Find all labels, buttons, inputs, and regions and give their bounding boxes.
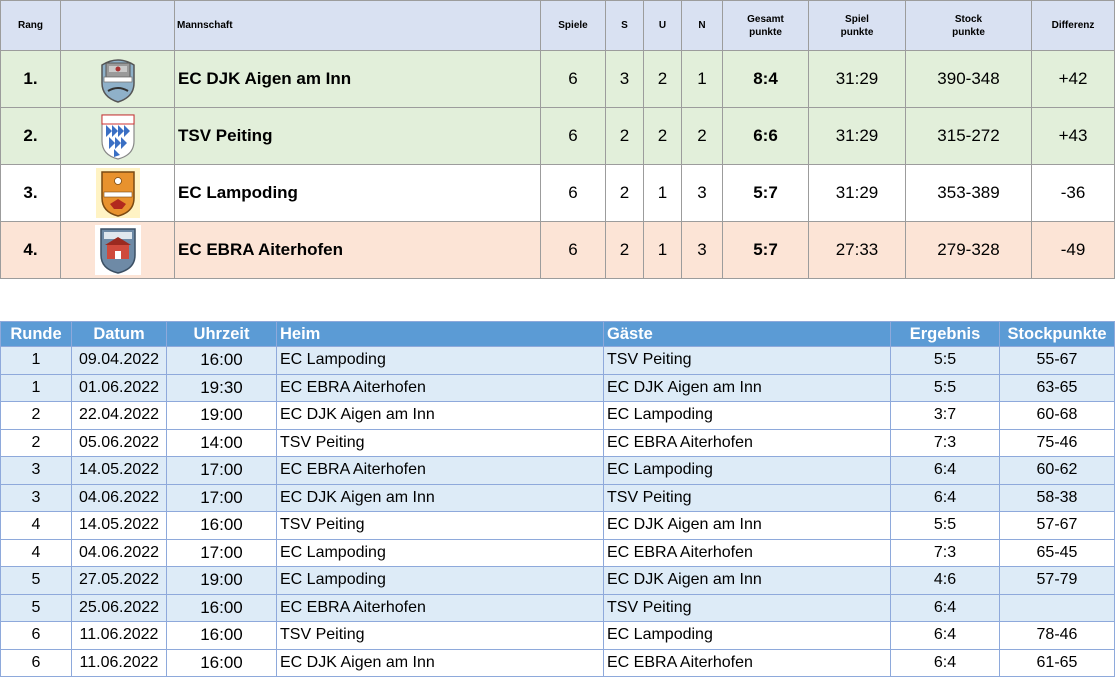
header-guests: Gäste — [604, 322, 891, 347]
losses-cell: 1 — [682, 51, 723, 108]
stock-points-cell: 315-272 — [906, 108, 1032, 165]
stock-points-cell: 60-62 — [1000, 457, 1115, 485]
stock-points-cell: 353-389 — [906, 165, 1032, 222]
result-cell: 4:6 — [891, 567, 1000, 595]
header-home: Heim — [277, 322, 604, 347]
guests-cell: EC Lampoding — [604, 622, 891, 650]
round-cell: 1 — [1, 374, 72, 402]
total-points-cell: 5:7 — [723, 165, 809, 222]
game-points-cell: 31:29 — [809, 108, 906, 165]
home-cell: EC DJK Aigen am Inn — [277, 649, 604, 677]
stock-points-cell: 57-67 — [1000, 512, 1115, 540]
time-cell: 14:00 — [167, 429, 277, 457]
stock-points-cell: 58-38 — [1000, 484, 1115, 512]
header-date: Datum — [72, 322, 167, 347]
time-cell: 16:00 — [167, 649, 277, 677]
date-cell: 04.06.2022 — [72, 539, 167, 567]
date-cell: 14.05.2022 — [72, 457, 167, 485]
draws-cell: 2 — [644, 108, 682, 165]
schedule-row — [1, 484, 1115, 512]
result-cell: 7:3 — [891, 429, 1000, 457]
draws-cell: 1 — [644, 165, 682, 222]
guests-cell: EC EBRA Aiterhofen — [604, 539, 891, 567]
stock-points-cell: 63-65 — [1000, 374, 1115, 402]
schedule-table — [0, 321, 1115, 677]
result-cell: 6:4 — [891, 457, 1000, 485]
date-cell: 05.06.2022 — [72, 429, 167, 457]
schedule-row — [1, 347, 1115, 375]
time-cell: 17:00 — [167, 484, 277, 512]
logo-cell — [61, 222, 175, 279]
schedule-header-row — [1, 322, 1115, 347]
guests-cell: EC DJK Aigen am Inn — [604, 567, 891, 595]
total-points-cell: 5:7 — [723, 222, 809, 279]
date-cell: 14.05.2022 — [72, 512, 167, 540]
standings-row — [1, 51, 1115, 108]
header-stock-points: Stock punkte — [906, 1, 1032, 51]
result-cell: 5:5 — [891, 374, 1000, 402]
time-cell: 19:00 — [167, 567, 277, 595]
stock-points-cell: 61-65 — [1000, 649, 1115, 677]
stock-points-cell: 60-68 — [1000, 402, 1115, 430]
rank-cell: 2. — [1, 108, 61, 165]
time-cell: 16:00 — [167, 622, 277, 650]
date-cell: 25.06.2022 — [72, 594, 167, 622]
home-cell: TSV Peiting — [277, 622, 604, 650]
team-name: TSV Peiting — [175, 108, 541, 165]
stock-points-cell: 78-46 — [1000, 622, 1115, 650]
header-wins: S — [606, 1, 644, 51]
schedule-row — [1, 457, 1115, 485]
draws-cell: 2 — [644, 51, 682, 108]
losses-cell: 3 — [682, 165, 723, 222]
difference-cell: -36 — [1032, 165, 1115, 222]
game-points-cell: 31:29 — [809, 165, 906, 222]
result-cell: 6:4 — [891, 622, 1000, 650]
round-cell: 2 — [1, 429, 72, 457]
logo-cell — [61, 165, 175, 222]
time-cell: 16:00 — [167, 512, 277, 540]
guests-cell: TSV Peiting — [604, 594, 891, 622]
date-cell: 11.06.2022 — [72, 649, 167, 677]
result-cell: 6:4 — [891, 594, 1000, 622]
date-cell: 22.04.2022 — [72, 402, 167, 430]
header-game-points: Spiel punkte — [809, 1, 906, 51]
home-cell: EC DJK Aigen am Inn — [277, 402, 604, 430]
date-cell: 04.06.2022 — [72, 484, 167, 512]
result-cell: 5:5 — [891, 347, 1000, 375]
header-total-points: Gesamt punkte — [723, 1, 809, 51]
result-cell: 6:4 — [891, 484, 1000, 512]
guests-cell: EC Lampoding — [604, 402, 891, 430]
schedule-row — [1, 429, 1115, 457]
draws-cell: 1 — [644, 222, 682, 279]
stock-points-cell: 65-45 — [1000, 539, 1115, 567]
lampoding-crest-icon — [96, 168, 140, 218]
result-cell: 3:7 — [891, 402, 1000, 430]
rank-cell: 1. — [1, 51, 61, 108]
home-cell: EC DJK Aigen am Inn — [277, 484, 604, 512]
wins-cell: 2 — [606, 222, 644, 279]
standings-table — [0, 0, 1115, 279]
time-cell: 17:00 — [167, 457, 277, 485]
round-cell: 3 — [1, 484, 72, 512]
standings-row — [1, 108, 1115, 165]
stock-points-cell — [1000, 594, 1115, 622]
schedule-row — [1, 539, 1115, 567]
round-cell: 6 — [1, 622, 72, 650]
round-cell: 3 — [1, 457, 72, 485]
games-cell: 6 — [541, 108, 606, 165]
guests-cell: EC Lampoding — [604, 457, 891, 485]
game-points-cell: 27:33 — [809, 222, 906, 279]
home-cell: EC Lampoding — [277, 347, 604, 375]
peiting-crest-icon — [98, 111, 138, 161]
logo-cell — [61, 51, 175, 108]
guests-cell: TSV Peiting — [604, 347, 891, 375]
result-cell: 6:4 — [891, 649, 1000, 677]
time-cell: 17:00 — [167, 539, 277, 567]
time-cell: 19:00 — [167, 402, 277, 430]
round-cell: 5 — [1, 567, 72, 595]
standings-row — [1, 222, 1115, 279]
header-round: Runde — [1, 322, 72, 347]
team-name: EC DJK Aigen am Inn — [175, 51, 541, 108]
guests-cell: TSV Peiting — [604, 484, 891, 512]
difference-cell: +43 — [1032, 108, 1115, 165]
total-points-cell: 6:6 — [723, 108, 809, 165]
date-cell: 09.04.2022 — [72, 347, 167, 375]
round-cell: 6 — [1, 649, 72, 677]
guests-cell: EC DJK Aigen am Inn — [604, 512, 891, 540]
losses-cell: 2 — [682, 108, 723, 165]
logo-cell — [61, 108, 175, 165]
date-cell: 11.06.2022 — [72, 622, 167, 650]
home-cell: TSV Peiting — [277, 429, 604, 457]
home-cell: EC Lampoding — [277, 567, 604, 595]
header-rank: Rang — [1, 1, 61, 51]
stock-points-cell: 55-67 — [1000, 347, 1115, 375]
header-difference: Differenz — [1032, 1, 1115, 51]
time-cell: 16:00 — [167, 347, 277, 375]
guests-cell: EC EBRA Aiterhofen — [604, 429, 891, 457]
stock-points-cell: 75-46 — [1000, 429, 1115, 457]
stock-points-cell: 279-328 — [906, 222, 1032, 279]
round-cell: 2 — [1, 402, 72, 430]
wins-cell: 2 — [606, 165, 644, 222]
date-cell: 01.06.2022 — [72, 374, 167, 402]
schedule-row — [1, 567, 1115, 595]
header-games: Spiele — [541, 1, 606, 51]
losses-cell: 3 — [682, 222, 723, 279]
home-cell: TSV Peiting — [277, 512, 604, 540]
team-name: EC EBRA Aiterhofen — [175, 222, 541, 279]
time-cell: 16:00 — [167, 594, 277, 622]
home-cell: EC EBRA Aiterhofen — [277, 457, 604, 485]
wins-cell: 3 — [606, 51, 644, 108]
result-cell: 7:3 — [891, 539, 1000, 567]
header-time: Uhrzeit — [167, 322, 277, 347]
rank-cell: 3. — [1, 165, 61, 222]
stock-points-cell: 57-79 — [1000, 567, 1115, 595]
game-points-cell: 31:29 — [809, 51, 906, 108]
home-cell: EC EBRA Aiterhofen — [277, 594, 604, 622]
round-cell: 1 — [1, 347, 72, 375]
schedule-row — [1, 594, 1115, 622]
total-points-cell: 8:4 — [723, 51, 809, 108]
guests-cell: EC EBRA Aiterhofen — [604, 649, 891, 677]
header-draws: U — [644, 1, 682, 51]
home-cell: EC Lampoding — [277, 539, 604, 567]
guests-cell: EC DJK Aigen am Inn — [604, 374, 891, 402]
standings-row — [1, 165, 1115, 222]
stock-points-cell: 390-348 — [906, 51, 1032, 108]
header-team: Mannschaft — [175, 1, 541, 51]
ebra-crest-icon — [95, 225, 141, 275]
time-cell: 19:30 — [167, 374, 277, 402]
games-cell: 6 — [541, 222, 606, 279]
header-result: Ergebnis — [891, 322, 1000, 347]
round-cell: 4 — [1, 512, 72, 540]
round-cell: 4 — [1, 539, 72, 567]
standings-header-row — [1, 1, 1115, 51]
team-name: EC Lampoding — [175, 165, 541, 222]
header-logo — [61, 1, 175, 51]
difference-cell: +42 — [1032, 51, 1115, 108]
schedule-row — [1, 374, 1115, 402]
aigen-crest-icon — [96, 55, 140, 103]
date-cell: 27.05.2022 — [72, 567, 167, 595]
home-cell: EC EBRA Aiterhofen — [277, 374, 604, 402]
round-cell: 5 — [1, 594, 72, 622]
header-losses: N — [682, 1, 723, 51]
schedule-row — [1, 622, 1115, 650]
rank-cell: 4. — [1, 222, 61, 279]
schedule-row — [1, 402, 1115, 430]
wins-cell: 2 — [606, 108, 644, 165]
schedule-row — [1, 649, 1115, 677]
games-cell: 6 — [541, 165, 606, 222]
schedule-row — [1, 512, 1115, 540]
result-cell: 5:5 — [891, 512, 1000, 540]
header-stock-points: Stockpunkte — [1000, 322, 1115, 347]
difference-cell: -49 — [1032, 222, 1115, 279]
games-cell: 6 — [541, 51, 606, 108]
